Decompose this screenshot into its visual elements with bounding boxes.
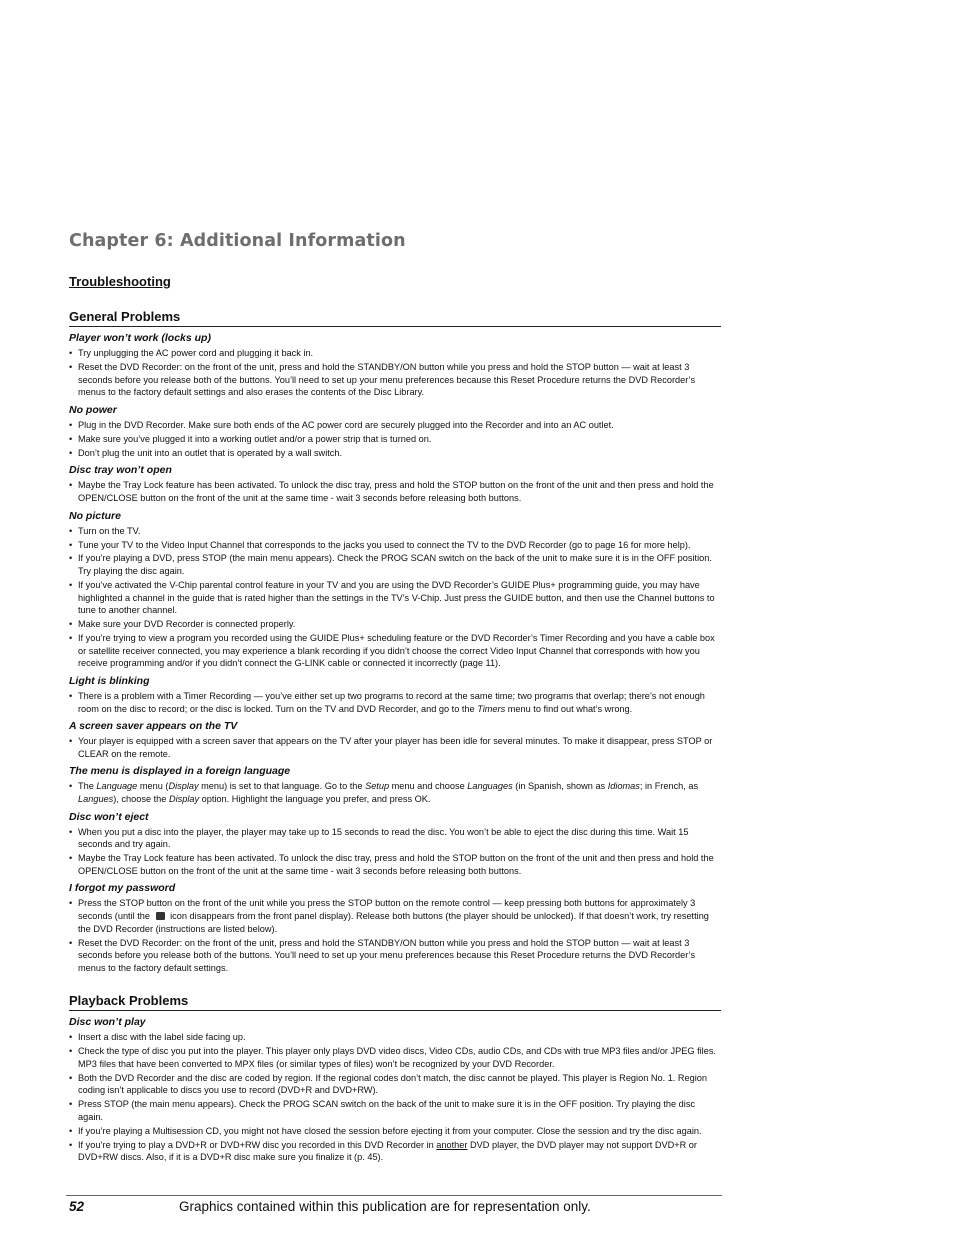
chapter-title: Chapter 6: Additional Information: [69, 231, 406, 251]
list-item: [69, 937, 721, 975]
bullet-marker: •: [69, 1072, 73, 1083]
bullet-list: [69, 1031, 721, 1164]
bullet-marker: •: [69, 898, 73, 909]
bullet-marker: •: [69, 1045, 73, 1056]
list-item: [69, 447, 721, 460]
list-item: [69, 552, 721, 577]
list-item-text: Don’t plug the unit into an outlet that is operated by a wall switch.: [78, 447, 343, 458]
bullet-marker: •: [69, 580, 73, 591]
bullet-marker: •: [69, 1125, 73, 1136]
bullet-marker: •: [69, 736, 73, 747]
list-item: [69, 419, 721, 432]
list-item-text: Try unplugging the AC power cord and plugging it back in.: [78, 348, 314, 358]
bullet-marker: •: [69, 619, 73, 630]
list-item: [69, 1098, 721, 1123]
bullet-marker: •: [69, 937, 73, 948]
bullet-marker: •: [69, 853, 73, 864]
list-item: [69, 690, 721, 715]
list-item-text: Both the DVD Recorder and the disc are coded by region. If the regional codes don’t match, the disc cannot be played. This player is Region No. 1. Region coding isn’t applicable to discs you use to record (DVD+R and DVD+RW).: [78, 1072, 708, 1096]
list-item-text: There is a problem with a Timer Recording — you’ve either set up two programs to record at the same time; two programs that overlap; there’s not enough room on the disc to record; or the disc is locked. Turn on the TV and DVD Recorder, and go to the Timers menu to find out what’s wrong.: [78, 691, 705, 714]
bullet-marker: •: [69, 539, 73, 550]
bullet-marker: •: [69, 826, 73, 837]
page-number: 52: [69, 1199, 85, 1214]
list-item-text: Press STOP (the main menu appears). Check the PROG SCAN switch on the back of the unit to make sure it is in the OFF position. Try playing the disc again.: [78, 1099, 696, 1122]
bullet-marker: •: [69, 781, 73, 792]
bullet-list: [69, 826, 721, 878]
bullet-list: [69, 479, 721, 504]
list-item: [69, 347, 721, 360]
bullet-marker: •: [69, 1099, 73, 1110]
bullet-marker: •: [69, 348, 73, 358]
list-item-text: Check the type of disc you put into the player. This player only plays DVD video discs, Video CDs, audio CDs, and CDs with true MP3 files and/or JPEG files. MP3 files that have been converted to MPX files (or similar types of files) won’t be recognized by your DVD Recorder.: [78, 1045, 716, 1069]
list-item: [69, 780, 721, 805]
bullet-marker: •: [69, 447, 73, 458]
list-item: [69, 1139, 721, 1164]
list-item-text: Maybe the Tray Lock feature has been activated. To unlock the disc tray, press and hold the STOP button on the front of the unit and then press and hold the OPEN/CLOSE button on the front of the unit at the same time - wait 3 seconds before releasing both buttons.: [78, 853, 714, 876]
list-item-text: Tune your TV to the Video Input Channel that corresponds to the jacks you used to connect the TV to the DVD Recorder (go to page 16 for more help).: [78, 539, 691, 550]
topic-heading: The menu is displayed in a foreign language: [69, 765, 291, 778]
list-item-text: If you’re trying to view a program you recorded using the GUIDE Plus+ scheduling feature or the DVD Recorder’s Timer Recording and you have a cable box or satellite receiver connected, you may experience a blank recording if you didn’t choose the correct Video Input Channel that corresponds with how you receive programming and/or if you didn’t connect the G-LINK cable or connected it incorrectly (page 11).: [78, 633, 715, 669]
bullet-marker: •: [69, 553, 73, 564]
general-problems-section: [69, 309, 721, 976]
list-item: [69, 618, 721, 631]
bullet-marker: •: [69, 433, 73, 444]
bullet-marker: •: [69, 691, 73, 701]
list-item-text: If you’ve activated the V-Chip parental control feature in your TV and you are using the DVD Recorder’s GUIDE Plus+ programming guide, you may have highlighted a channel in the guide that is rated higher than the settings in the TV’s V-Chip. Just press the GUIDE button, and then use the Channel buttons to tune to another channel.: [78, 580, 715, 616]
topic-heading: Disc won’t play: [69, 1016, 146, 1028]
bullet-list: [69, 897, 721, 974]
topic-heading: I forgot my password: [69, 882, 176, 895]
bullet-marker: •: [69, 419, 73, 430]
list-item: [69, 361, 721, 399]
bullet-list: [69, 525, 721, 670]
bullet-marker: •: [69, 1032, 73, 1042]
list-item: [69, 852, 721, 877]
list-item-text: Maybe the Tray Lock feature has been activated. To unlock the disc tray, press and hold the STOP button on the front of the unit and then press and hold the OPEN/CLOSE button on the front of the unit at the same time - wait 3 seconds before releasing both buttons.: [78, 480, 714, 503]
list-item: [69, 479, 721, 504]
list-item-text: Reset the DVD Recorder: on the front of the unit, press and hold the STANDBY/ON button while you press and hold the STOP button — wait at least 3 seconds before you release both of the buttons. You’ll need to set up your menu preferences because this Reset Procedure returns the DVD Recorder’s menus to the factory default settings and also erases the contents of the Disc Library.: [78, 361, 696, 398]
list-item: [69, 632, 721, 670]
list-item: [69, 579, 721, 617]
bullet-list: [69, 419, 721, 460]
list-item-text: Make sure you’ve plugged it into a working outlet and/or a power strip that is turned on.: [78, 433, 432, 444]
list-item-text: Plug in the DVD Recorder. Make sure both ends of the AC power cord are securely plugged into the Recorder and into an AC outlet.: [78, 419, 614, 430]
topic-heading: Player won’t work (locks up): [69, 332, 211, 344]
list-item: [69, 433, 721, 446]
lock-icon: [156, 912, 165, 920]
topic-heading: Disc tray won’t open: [69, 464, 172, 477]
bullet-list: [69, 735, 721, 760]
list-item: [69, 735, 721, 760]
list-item: [69, 897, 721, 935]
list-item-text: If you’re playing a DVD, press STOP (the main menu appears). Check the PROG SCAN switch on the back of the unit to make sure it is in the OFF position. Try playing the disc again.: [78, 553, 712, 577]
list-item: [69, 1045, 721, 1070]
list-item-text: Insert a disc with the label side facing up.: [78, 1032, 246, 1042]
list-item-text: Make sure your DVD Recorder is connected properly.: [78, 619, 296, 630]
bullet-list: [69, 690, 721, 715]
list-item: [69, 525, 721, 538]
list-item-text: If you’re playing a Multisession CD, you might not have closed the session before ejecting it from your computer. Close the session and try the disc again.: [78, 1125, 702, 1136]
troubleshooting-heading: Troubleshooting: [69, 274, 171, 289]
bullet-marker: •: [69, 361, 73, 372]
bullet-marker: •: [69, 480, 73, 491]
list-item-text: Your player is equipped with a screen saver that appears on the TV after your player has been idle for several minutes. To make it disappear, press STOP or CLEAR on the remote.: [78, 736, 713, 759]
playback-problems-section: [69, 993, 721, 1165]
section-title: General Problems: [69, 309, 721, 327]
topic-heading: Light is blinking: [69, 675, 150, 687]
list-item-text: Press the STOP button on the front of the unit while you press the STOP button on the remote control — keep pressing both buttons for approximately 3 seconds (until the icon disappears from the front panel display). Release both buttons (the player should be unlocked). If that doesn’t work, try resetting the DVD Recorder (instructions are listed below).: [78, 898, 709, 934]
list-item: [69, 1031, 721, 1044]
list-item-text: If you’re trying to play a DVD+R or DVD+RW disc you recorded in this DVD Recorder in another DVD player, the DVD player may not support DVD+R or DVD+RW discs. Also, if it is a DVD+R disc make sure you finalize it (p. 45).: [78, 1139, 697, 1163]
list-item: [69, 826, 721, 851]
bullet-marker: •: [69, 1139, 73, 1150]
bullet-marker: •: [69, 633, 73, 644]
bullet-list: [69, 347, 721, 399]
list-item: [69, 1125, 721, 1138]
list-item-text: Turn on the TV.: [78, 525, 141, 536]
list-item: [69, 539, 721, 552]
topic-heading: A screen saver appears on the TV: [69, 720, 238, 733]
list-item-text: When you put a disc into the player, the player may take up to 15 seconds to read the disc. You won’t be able to eject the disc during this time. Wait 15 seconds and try again.: [78, 826, 689, 850]
bullet-marker: •: [69, 525, 73, 536]
footer-divider: [66, 1195, 722, 1196]
section-title: Playback Problems: [69, 993, 721, 1011]
bullet-list: [69, 780, 721, 805]
topic-heading: No power: [69, 403, 117, 416]
topic-heading: Disc won’t eject: [69, 810, 149, 823]
list-item: [69, 1072, 721, 1097]
footer-note: Graphics contained within this publication are for representation only.: [179, 1199, 591, 1214]
list-item-text: The Language menu (Display menu) is set to that language. Go to the Setup menu and choose Languages (in Spanish, shown as Idiomas; in French, as Langues), choose the Display option. Highlight the language you prefer, and press OK.: [78, 781, 699, 804]
list-item-text: Reset the DVD Recorder: on the front of the unit, press and hold the STANDBY/ON button while you press and hold the STOP button — wait at least 3 seconds before you release both of the buttons. You’ll need to set up your menu preferences because this Reset Procedure returns the DVD Recorder’s menus to the factory default settings.: [78, 937, 696, 973]
topic-heading: No picture: [69, 509, 121, 522]
